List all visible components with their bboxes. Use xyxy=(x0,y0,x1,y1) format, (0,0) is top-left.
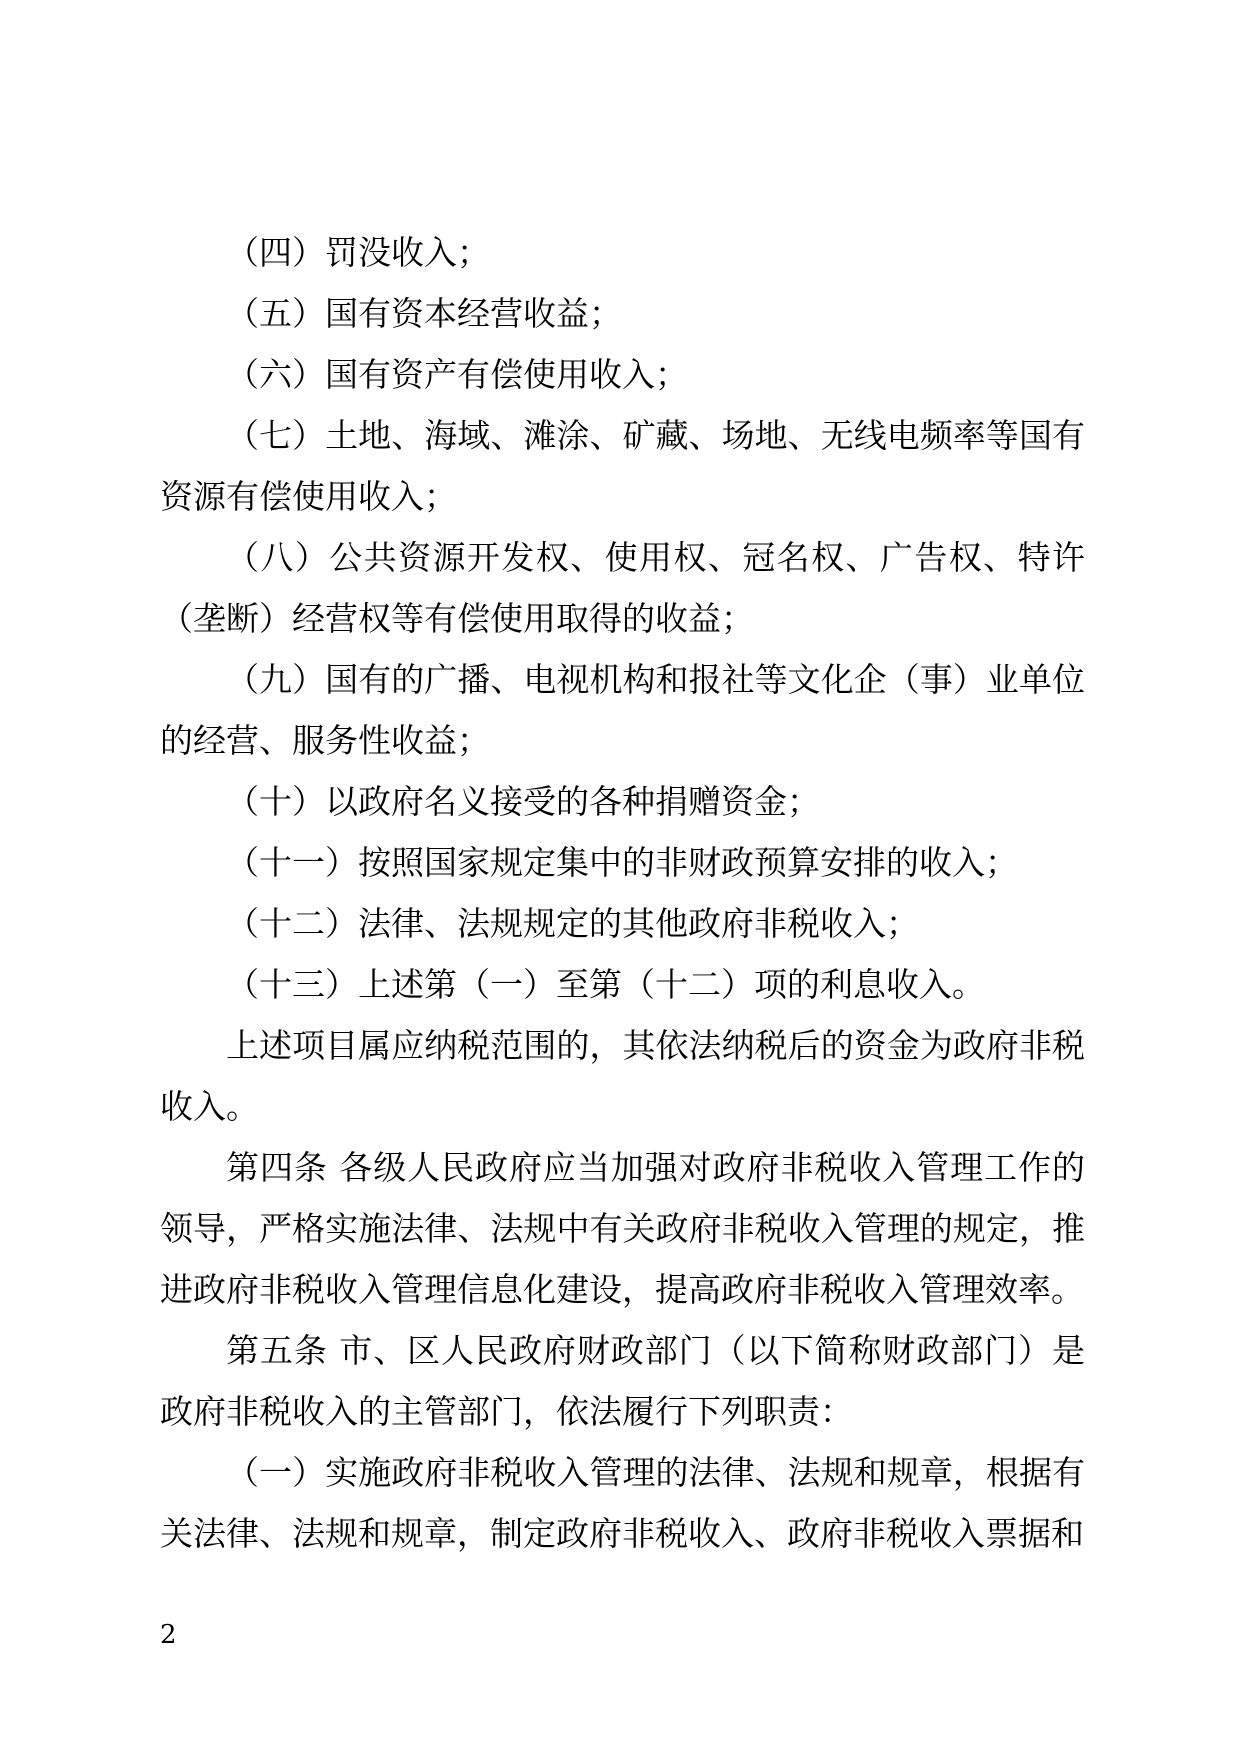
page-number: 2 xyxy=(160,1620,177,1650)
paragraph-item-7: （七）土地、海域、滩涂、矿藏、场地、无线电频率等国有资源有偿使用收入； xyxy=(160,416,1085,516)
paragraph-article-5: 第五条 市、区人民政府财政部门（以下简称财政部门）是政府非税收入的主管部门，依法履行下列职责： xyxy=(160,1331,1085,1431)
paragraph-item-8: （八）公共资源开发权、使用权、冠名权、广告权、特许（垄断）经营权等有偿使用取得的收益； xyxy=(160,538,1085,638)
paragraph-duty-1: （一）实施政府非税收入管理的法律、法规和规章，根据有关法律、法规和规章，制定政府非税收入、政府非税收入票据和 xyxy=(160,1453,1085,1553)
paragraph-tax-note: 上述项目属应纳税范围的，其依法纳税后的资金为政府非税收入。 xyxy=(160,1026,1085,1126)
paragraph-item-12: （十二）法律、法规规定的其他政府非税收入； xyxy=(226,904,919,943)
paragraph-item-5: （五）国有资本经营收益； xyxy=(226,294,622,333)
paragraph-item-10: （十）以政府名义接受的各种捐赠资金； xyxy=(226,782,820,821)
paragraph-item-9: （九）国有的广播、电视机构和报社等文化企（事）业单位的经营、服务性收益； xyxy=(160,660,1085,760)
document-body xyxy=(160,222,1085,1564)
paragraph-article-4: 第四条 各级人民政府应当加强对政府非税收入管理工作的领导，严格实施法律、法规中有关政府非税收入管理的规定，推进政府非税收入管理信息化建设，提高政府非税收入管理效率。 xyxy=(160,1148,1085,1309)
paragraph-item-6: （六）国有资产有偿使用收入； xyxy=(226,355,688,394)
paragraph-item-11: （十一）按照国家规定集中的非财政预算安排的收入； xyxy=(226,843,1018,882)
paragraph-item-4: （四）罚没收入； xyxy=(226,233,490,272)
paragraph-item-13: （十三）上述第（一）至第（十二）项的利息收入。 xyxy=(226,965,985,1004)
